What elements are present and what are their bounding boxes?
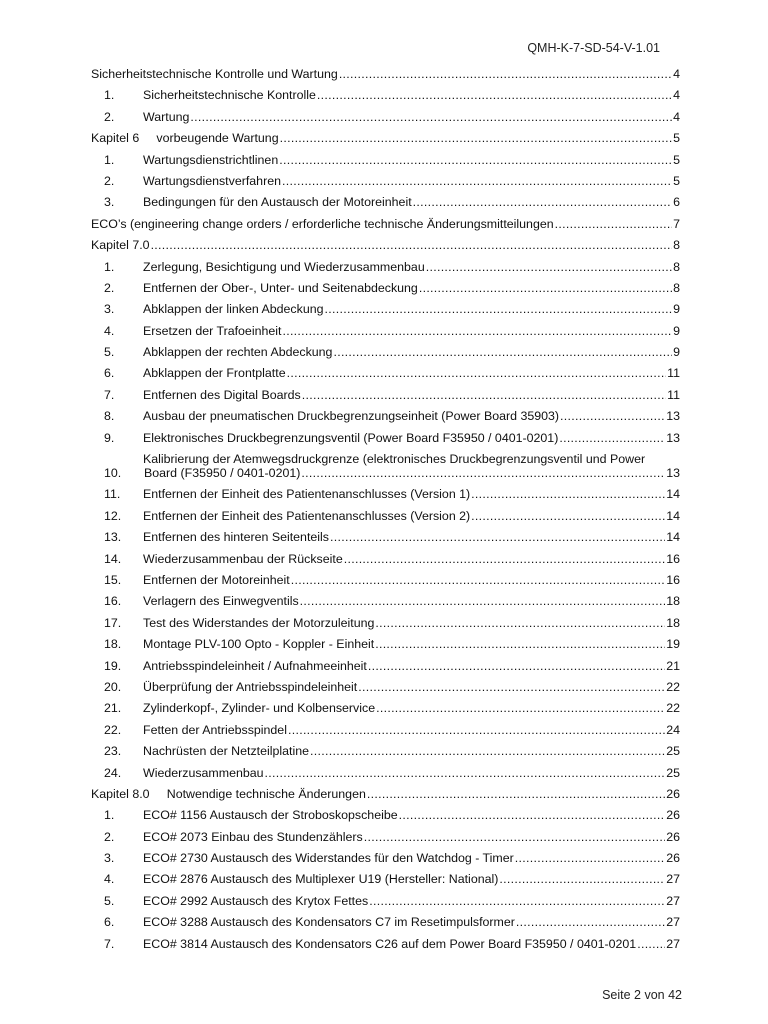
toc-dot-leader <box>376 701 665 715</box>
toc-entry[interactable] <box>91 766 680 780</box>
toc-entry-label: ECO# 3814 Austausch des Kondensators C26 auf dem Power Board F35950 / 0401-0201 <box>143 936 637 951</box>
toc-entry-label: Nachrüsten der Netzteilplatine <box>143 744 309 759</box>
toc-dot-leader <box>265 766 666 780</box>
toc-entry-number: 19. <box>104 658 122 673</box>
toc-entry[interactable] <box>91 110 680 124</box>
toc-entry[interactable] <box>91 830 680 844</box>
toc-dot-leader <box>364 830 665 844</box>
toc-dot-leader <box>413 195 672 209</box>
toc-entry-number: 1. <box>104 152 115 167</box>
toc-entry[interactable] <box>91 723 680 737</box>
toc-entry[interactable] <box>91 88 680 102</box>
toc-page-number: 25 <box>666 744 680 759</box>
toc-entry-number: 1. <box>104 259 115 274</box>
toc-entry-label: Ausbau der pneumatischen Druckbegrenzungseinheit (Power Board 35903) <box>143 409 560 424</box>
toc-entry-number: 5. <box>104 893 115 908</box>
toc-entry[interactable] <box>91 915 680 929</box>
toc-dot-leader <box>516 915 665 929</box>
toc-dot-leader <box>302 388 666 402</box>
toc-page-number: 5 <box>673 131 680 146</box>
toc-page-number: 7 <box>673 216 680 231</box>
toc-page-number: 4 <box>673 109 680 124</box>
toc-page-number: 14 <box>666 530 680 545</box>
toc-dot-leader <box>399 808 666 822</box>
toc-entry-label: Kapitel 7.0 <box>91 238 150 253</box>
toc-entry-number: 16. <box>104 594 122 609</box>
toc-page-number: 26 <box>666 829 680 844</box>
toc-page-number: 14 <box>666 508 680 523</box>
toc-entry[interactable] <box>91 872 680 886</box>
toc-entry-label: Abklappen der rechten Abdeckung <box>143 345 333 360</box>
toc-entry-number: 2. <box>104 109 115 124</box>
toc-entry-number: 6. <box>104 366 115 381</box>
toc-page-number: 22 <box>666 701 680 716</box>
toc-entry[interactable] <box>91 388 680 402</box>
toc-entry-number: 20. <box>104 679 122 694</box>
toc-dot-leader <box>279 153 672 167</box>
toc-page-number: 27 <box>666 872 680 887</box>
toc-page-number: 18 <box>666 594 680 609</box>
toc-dot-leader <box>288 723 665 737</box>
toc-entry-label: Kalibrierung der Atemwegsdruckgrenze (elektronisches Druckbegrenzungsventil und Power <box>143 452 646 467</box>
toc-entry-number: 22. <box>104 722 122 737</box>
toc-page-number: 21 <box>666 658 680 673</box>
toc-entry-label: Entfernen der Einheit des Patientenanschlusses (Version 1) <box>143 487 471 502</box>
toc-entry-label: Abklappen der linken Abdeckung <box>143 302 324 317</box>
toc-section-entry[interactable] <box>91 238 680 252</box>
toc-dot-leader <box>499 872 665 886</box>
toc-entry-label: Sicherheitstechnische Kontrolle und Wartung <box>91 67 338 81</box>
toc-dot-leader <box>333 345 672 359</box>
toc-entry-number: 4. <box>104 323 115 338</box>
toc-entry-number: 5. <box>104 345 115 360</box>
toc-dot-leader <box>282 174 672 188</box>
toc-entry-label: ECO# 1156 Austausch der Stroboskopscheibe <box>143 808 398 823</box>
toc-entry-number: 2. <box>104 280 115 295</box>
toc-entry-number: 10. <box>104 466 122 481</box>
toc-entry[interactable] <box>91 366 680 380</box>
toc-entry-label: Test des Widerstandes der Motorzuleitung <box>143 615 375 630</box>
toc-dot-leader <box>471 487 665 501</box>
toc-entry[interactable] <box>91 345 680 359</box>
toc-entry-label: Wiederzusammenbau <box>143 765 264 780</box>
toc-entry-label: ECO# 2073 Einbau des Stundenzählers <box>143 829 363 844</box>
toc-entry[interactable] <box>91 409 680 423</box>
toc-entry[interactable] <box>91 573 680 587</box>
toc-page-number: 11 <box>667 366 680 381</box>
toc-entry-label: Bedingungen für den Austausch der Motoreinheit <box>143 195 412 210</box>
toc-entry-label: ECO# 2730 Austausch des Widerstandes für den Watchdog - Timer <box>143 851 514 866</box>
toc-entry-label: Überprüfung der Antriebsspindeleinheit <box>143 679 358 694</box>
toc-entry-number: 7. <box>104 936 115 951</box>
toc-dot-leader <box>367 787 665 801</box>
toc-page-number: 8 <box>673 238 680 253</box>
toc-entry[interactable] <box>91 153 680 167</box>
toc-entry[interactable] <box>91 281 680 295</box>
toc-entry-label: Montage PLV-100 Opto - Koppler - Einheit <box>143 637 375 652</box>
toc-page-number: 8 <box>673 259 680 274</box>
toc-entry-number: 13. <box>104 530 122 545</box>
toc-entry-label: Sicherheitstechnische Kontrolle <box>143 88 316 103</box>
toc-entry-number: 4. <box>104 872 115 887</box>
toc-section-entry[interactable] <box>91 131 680 145</box>
toc-entry[interactable] <box>91 487 680 501</box>
page-number-footer: Seite 2 von 42 <box>602 988 682 1002</box>
toc-entry[interactable] <box>91 431 680 445</box>
toc-entry-number: 2. <box>104 829 115 844</box>
toc-dot-leader <box>339 67 672 81</box>
toc-entry[interactable] <box>91 637 680 651</box>
toc-entry-number: 1. <box>104 88 115 103</box>
toc-entry[interactable] <box>91 302 680 316</box>
toc-entry-number: 3. <box>104 851 115 866</box>
toc-dot-leader <box>325 302 673 316</box>
toc-dot-leader <box>330 530 665 544</box>
toc-dot-leader <box>358 680 665 694</box>
toc-page-number: 19 <box>666 637 680 652</box>
toc-page-number: 5 <box>673 173 680 188</box>
toc-entry-number: 2. <box>104 173 115 188</box>
toc-dot-leader <box>426 260 672 274</box>
toc-page-number: 14 <box>666 487 680 502</box>
toc-entry[interactable] <box>91 530 680 544</box>
toc-dot-leader <box>419 281 672 295</box>
toc-entry-label: Entfernen des hinteren Seitenteils <box>143 530 329 545</box>
toc-page-number: 27 <box>666 915 680 930</box>
toc-section-entry[interactable] <box>91 217 680 231</box>
toc-entry-label: Wiederzusammenbau der Rückseite <box>143 551 343 566</box>
toc-entry[interactable] <box>91 659 680 673</box>
toc-entry-number: 3. <box>104 195 115 210</box>
toc-dot-leader <box>637 937 665 951</box>
toc-page-number: 25 <box>666 765 680 780</box>
toc-page-number: 5 <box>673 152 680 167</box>
toc-entry-label: ECO# 3288 Austausch des Kondensators C7 im Resetimpulsformer <box>143 915 515 930</box>
toc-dot-leader <box>515 851 665 865</box>
toc-entry-number: 8. <box>104 409 115 424</box>
toc-entry-label: Verlagern des Einwegventils <box>143 594 299 609</box>
toc-entry-label: ECO’s (engineering change orders / erforderliche technische Änderungsmitteilungen <box>91 216 554 231</box>
toc-entry-label: Zylinderkopf-, Zylinder- und Kolbenservice <box>143 701 376 716</box>
toc-page-number: 22 <box>666 679 680 694</box>
toc-dot-leader <box>368 659 665 673</box>
toc-dot-leader <box>151 238 673 252</box>
toc-page-number: 13 <box>666 430 680 445</box>
toc-entry-number: 3. <box>104 302 115 317</box>
toc-dot-leader <box>344 552 665 566</box>
toc-entry[interactable] <box>91 260 680 274</box>
toc-entry[interactable] <box>91 851 680 865</box>
toc-section-entry[interactable] <box>91 67 680 81</box>
toc-entry-label: Antriebsspindeleinheit / Aufnahmeeinheit <box>143 658 367 673</box>
toc-page-number: 4 <box>673 88 680 103</box>
toc-entry-number: 14. <box>104 551 122 566</box>
toc-entry-label: Entfernen des Digital Boards <box>143 387 301 402</box>
toc-entry-number: 11. <box>104 487 121 502</box>
toc-page-number: 9 <box>673 323 680 338</box>
toc-entry-label: Kapitel 8.0 Notwendige technische Änderungen <box>91 786 366 801</box>
toc-entry[interactable] <box>91 552 680 566</box>
toc-entry-number: 7. <box>104 387 115 402</box>
toc-page-number: 16 <box>666 551 680 566</box>
toc-dot-leader <box>375 616 665 630</box>
toc-page-number: 11 <box>667 387 680 402</box>
toc-entry-number: 1. <box>104 808 115 823</box>
toc-dot-leader <box>301 466 665 480</box>
toc-dot-leader <box>471 509 665 523</box>
toc-page-number: 26 <box>666 851 680 866</box>
toc-entry[interactable] <box>91 680 680 694</box>
toc-entry[interactable] <box>91 744 680 758</box>
toc-page-number: 24 <box>666 722 680 737</box>
toc-entry-label: ECO# 2876 Austausch des Multiplexer U19 (Hersteller: National) <box>143 872 499 887</box>
toc-page-number: 13 <box>666 466 680 481</box>
toc-page-number: 16 <box>666 572 680 587</box>
toc-page-number: 6 <box>673 195 680 210</box>
toc-entry-number: 18. <box>104 637 122 652</box>
toc-entry[interactable] <box>91 452 680 480</box>
toc-entry[interactable] <box>91 509 680 523</box>
toc-page-number: 18 <box>666 615 680 630</box>
toc-entry-label: Kapitel 6 vorbeugende Wartung <box>91 131 279 146</box>
toc-entry-label: Wartungsdienstverfahren <box>143 173 281 188</box>
toc-entry-label: Entfernen der Ober-, Unter- und Seitenabdeckung <box>143 280 418 295</box>
toc-entry[interactable] <box>91 324 680 338</box>
toc-entry-number: 9. <box>104 430 115 445</box>
toc-page-number: 27 <box>666 893 680 908</box>
toc-page-number: 4 <box>673 67 680 81</box>
toc-entry[interactable] <box>91 808 680 822</box>
toc-entry-label: Ersetzen der Trafoeinheit <box>143 323 282 338</box>
toc-page-number: 8 <box>673 280 680 295</box>
toc-dot-leader <box>300 594 666 608</box>
toc-entry[interactable] <box>91 616 680 630</box>
toc-dot-leader <box>560 409 665 423</box>
toc-entry-label: Fetten der Antriebsspindel <box>143 722 287 737</box>
toc-entry-number: 6. <box>104 915 115 930</box>
toc-dot-leader <box>190 110 672 124</box>
toc-entry[interactable] <box>91 937 680 951</box>
toc-dot-leader <box>280 131 673 145</box>
toc-section-entry[interactable] <box>91 787 680 801</box>
toc-page-number: 26 <box>666 786 680 801</box>
toc-entry-label: Elektronisches Druckbegrenzungsventil (Power Board F35950 / 0401-0201) <box>143 430 559 445</box>
toc-dot-leader <box>375 637 665 651</box>
toc-dot-leader <box>317 88 672 102</box>
toc-entry-label: Entfernen der Einheit des Patientenanschlusses (Version 2) <box>143 508 471 523</box>
toc-entry[interactable] <box>91 195 680 209</box>
toc-dot-leader <box>287 366 667 380</box>
toc-entry-number: 12. <box>104 508 122 523</box>
toc-page-number: 9 <box>673 345 680 360</box>
toc-dot-leader <box>559 431 665 445</box>
table-of-contents <box>91 67 680 958</box>
toc-entry-label: Zerlegung, Besichtigung und Wiederzusammenbau <box>143 259 425 274</box>
toc-dot-leader <box>282 324 672 338</box>
toc-entry-number: 24. <box>104 765 122 780</box>
toc-entry-label: ECO# 2992 Austausch des Krytox Fettes <box>143 893 369 908</box>
toc-page-number: 13 <box>666 409 680 424</box>
toc-entry[interactable] <box>91 594 680 608</box>
toc-entry-number: 21. <box>104 701 122 716</box>
toc-entry-number: 15. <box>104 572 122 587</box>
toc-entry[interactable] <box>91 701 680 715</box>
toc-entry-label: Wartung <box>143 109 190 124</box>
toc-entry-number: 23. <box>104 744 122 759</box>
toc-dot-leader <box>555 217 672 231</box>
document-id-header: QMH-K-7-SD-54-V-1.01 <box>527 41 660 55</box>
toc-entry-label: Entfernen der Motoreinheit <box>143 572 290 587</box>
toc-entry-label: Wartungsdienstrichtlinen <box>143 152 279 167</box>
toc-page-number: 26 <box>666 808 680 823</box>
toc-entry-number: 17. <box>104 615 122 630</box>
toc-entry[interactable] <box>91 894 680 908</box>
toc-page-number: 9 <box>673 302 680 317</box>
toc-entry-label-continued: Board (F35950 / 0401-0201) <box>144 466 301 481</box>
toc-dot-leader <box>291 573 665 587</box>
toc-entry-label: Abklappen der Frontplatte <box>143 366 286 381</box>
toc-dot-leader <box>310 744 665 758</box>
toc-entry[interactable] <box>91 174 680 188</box>
toc-page-number: 27 <box>666 936 680 951</box>
toc-dot-leader <box>369 894 665 908</box>
